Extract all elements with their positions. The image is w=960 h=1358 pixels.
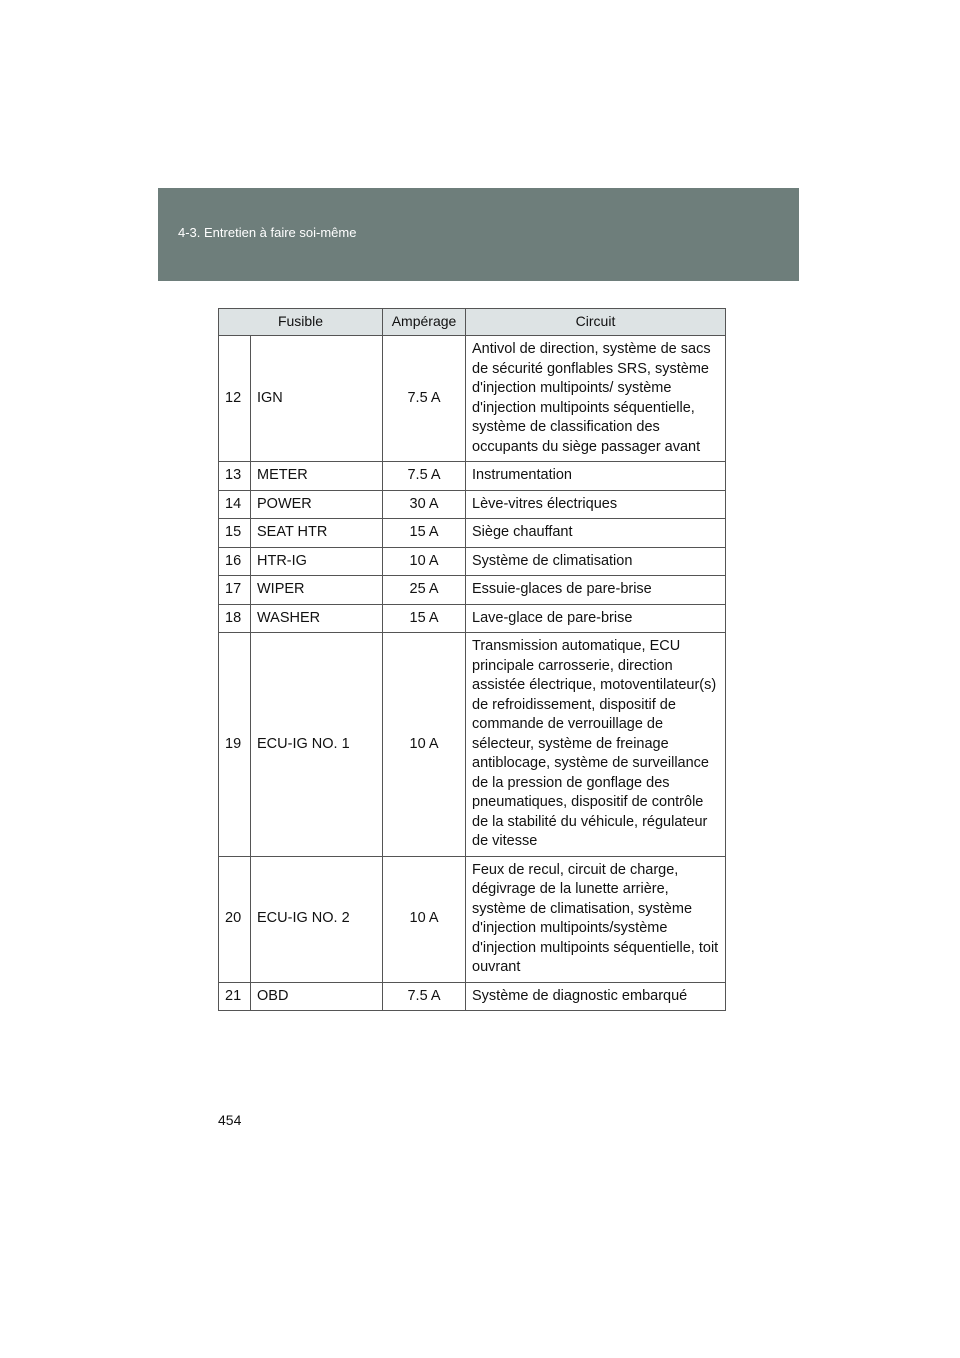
table-row: [219, 633, 726, 857]
fuse-name: ECU-IG NO. 2: [251, 856, 383, 982]
fuse-amperage: 25 A: [383, 576, 466, 605]
column-header-amperage: Ampérage: [383, 309, 466, 336]
fuse-circuit: Instrumentation: [466, 462, 726, 491]
fuse-circuit: Feux de recul, circuit de charge, dégivrage de la lunette arrière, système de climatisation, système d'injection multipoints/système d'injection multipoints séquentielle, toit ouvrant: [466, 856, 726, 982]
table-header-row: [219, 309, 726, 336]
table-row: [219, 856, 726, 982]
fuse-amperage: 10 A: [383, 633, 466, 857]
fuse-number: 20: [219, 856, 251, 982]
table-row: [219, 490, 726, 519]
fuse-circuit: Antivol de direction, système de sacs de sécurité gonflables SRS, système d'injection multipoints/ système d'injection multipoints séquentielle, système de classification des occupants du siège passager avant: [466, 336, 726, 462]
fuse-amperage: 30 A: [383, 490, 466, 519]
fuse-name: IGN: [251, 336, 383, 462]
fuse-name: WASHER: [251, 604, 383, 633]
fuse-name: POWER: [251, 490, 383, 519]
fuse-number: 16: [219, 547, 251, 576]
fuse-amperage: 15 A: [383, 519, 466, 548]
fuse-amperage: 7.5 A: [383, 982, 466, 1011]
fuse-number: 19: [219, 633, 251, 857]
fuse-number: 13: [219, 462, 251, 491]
fuse-circuit: Essuie-glaces de pare-brise: [466, 576, 726, 605]
fuse-circuit: Transmission automatique, ECU principale carrosserie, direction assistée électrique, motoventilateur(s) de refroidissement, dispositif de commande de verrouillage de sélecteur, système de freinage antiblocage, système de surveillance de la pression de gonflage des pneumatiques, dispositif de contrôle de la stabilité du véhicule, régulateur de vitesse: [466, 633, 726, 857]
fuse-circuit: Système de diagnostic embarqué: [466, 982, 726, 1011]
table-row: [219, 519, 726, 548]
table-row: [219, 576, 726, 605]
fuse-number: 18: [219, 604, 251, 633]
table-row: [219, 547, 726, 576]
table-row: [219, 604, 726, 633]
section-title: 4-3. Entretien à faire soi-même: [178, 225, 357, 240]
fuse-name: ECU-IG NO. 1: [251, 633, 383, 857]
fuse-circuit: Système de climatisation: [466, 547, 726, 576]
fuse-table: [218, 308, 726, 1011]
fuse-number: 14: [219, 490, 251, 519]
fuse-circuit: Lève-vitres électriques: [466, 490, 726, 519]
fuse-name: WIPER: [251, 576, 383, 605]
fuse-number: 12: [219, 336, 251, 462]
table-row: [219, 462, 726, 491]
fuse-circuit: Siège chauffant: [466, 519, 726, 548]
fuse-amperage: 7.5 A: [383, 462, 466, 491]
fuse-amperage: 7.5 A: [383, 336, 466, 462]
fuse-circuit: Lave-glace de pare-brise: [466, 604, 726, 633]
fuse-amperage: 10 A: [383, 547, 466, 576]
column-header-fuse: Fusible: [219, 309, 383, 336]
fuse-number: 21: [219, 982, 251, 1011]
fuse-name: SEAT HTR: [251, 519, 383, 548]
fuse-number: 15: [219, 519, 251, 548]
fuse-name: OBD: [251, 982, 383, 1011]
table-row: [219, 982, 726, 1011]
page-number: 454: [218, 1112, 242, 1128]
table-row: [219, 336, 726, 462]
fuse-amperage: 10 A: [383, 856, 466, 982]
fuse-name: METER: [251, 462, 383, 491]
fuse-name: HTR-IG: [251, 547, 383, 576]
fuse-amperage: 15 A: [383, 604, 466, 633]
fuse-number: 17: [219, 576, 251, 605]
column-header-circuit: Circuit: [466, 309, 726, 336]
